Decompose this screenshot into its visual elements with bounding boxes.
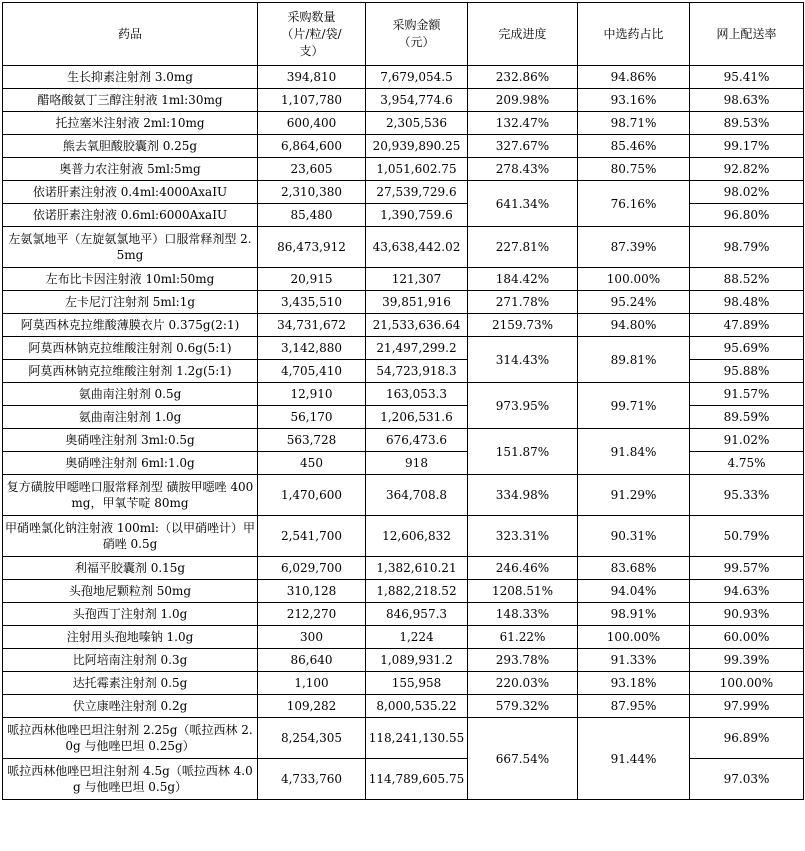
drug-name-cell: 比阿培南注射剂 0.3g [3, 649, 258, 672]
quantity-cell: 563,728 [258, 429, 366, 452]
amount-cell: 43,638,442.02 [366, 227, 468, 268]
drug-name-cell: 哌拉西林他唑巴坦注射剂 2.25g（哌拉西林 2.0g 与他唑巴坦 0.25g） [3, 718, 258, 759]
progress-cell: 323.31% [468, 516, 578, 557]
quantity-cell: 2,310,380 [258, 181, 366, 204]
selected-share-cell: 100.00% [578, 268, 690, 291]
amount-cell: 3,954,774.6 [366, 89, 468, 112]
table-row [3, 603, 804, 626]
amount-cell: 918 [366, 452, 468, 475]
table-row [3, 649, 804, 672]
progress-cell: 667.54% [468, 718, 578, 800]
table-row [3, 695, 804, 718]
delivery-rate-cell: 89.53% [690, 112, 804, 135]
progress-cell: 132.47% [468, 112, 578, 135]
delivery-rate-cell: 95.33% [690, 475, 804, 516]
procurement-table [2, 2, 804, 800]
amount-cell: 8,000,535.22 [366, 695, 468, 718]
delivery-rate-cell: 98.63% [690, 89, 804, 112]
header-amount [366, 3, 468, 66]
progress-cell: 293.78% [468, 649, 578, 672]
amount-cell: 118,241,130.55 [366, 718, 468, 759]
quantity-cell: 6,029,700 [258, 557, 366, 580]
delivery-rate-cell: 95.88% [690, 360, 804, 383]
table-row [3, 112, 804, 135]
delivery-rate-cell: 97.99% [690, 695, 804, 718]
selected-share-cell: 80.75% [578, 158, 690, 181]
progress-cell: 334.98% [468, 475, 578, 516]
amount-cell: 21,533,636.64 [366, 314, 468, 337]
drug-name-cell: 奥普力农注射液 5ml:5mg [3, 158, 258, 181]
progress-cell: 246.46% [468, 557, 578, 580]
drug-name-cell: 达托霉素注射剂 0.5g [3, 672, 258, 695]
quantity-cell: 310,128 [258, 580, 366, 603]
quantity-cell: 34,731,672 [258, 314, 366, 337]
delivery-rate-cell: 94.63% [690, 580, 804, 603]
amount-cell: 2,305,536 [366, 112, 468, 135]
quantity-cell: 450 [258, 452, 366, 475]
amount-cell: 676,473.6 [366, 429, 468, 452]
progress-cell: 314.43% [468, 337, 578, 383]
delivery-rate-cell: 98.48% [690, 291, 804, 314]
selected-share-cell: 95.24% [578, 291, 690, 314]
amount-cell: 364,708.8 [366, 475, 468, 516]
quantity-cell: 109,282 [258, 695, 366, 718]
quantity-cell: 4,733,760 [258, 759, 366, 800]
amount-cell: 1,382,610.21 [366, 557, 468, 580]
drug-name-cell: 注射用头孢地嗪钠 1.0g [3, 626, 258, 649]
table-row [3, 66, 804, 89]
selected-share-cell: 90.31% [578, 516, 690, 557]
quantity-cell: 2,541,700 [258, 516, 366, 557]
progress-cell: 327.67% [468, 135, 578, 158]
selected-share-cell: 89.81% [578, 337, 690, 383]
header-drug: 药品 [3, 3, 258, 66]
quantity-cell: 23,605 [258, 158, 366, 181]
selected-share-cell: 98.91% [578, 603, 690, 626]
header-amount-line1: 采购金额 [392, 18, 441, 32]
table-row [3, 672, 804, 695]
table-row [3, 429, 804, 452]
drug-name-cell: 左氨氯地平（左旋氨氯地平）口服常释剂型 2.5mg [3, 227, 258, 268]
quantity-cell: 1,100 [258, 672, 366, 695]
drug-name-cell: 依诺肝素注射液 0.4ml:4000AxaIU [3, 181, 258, 204]
drug-name-cell: 头孢西丁注射剂 1.0g [3, 603, 258, 626]
table-row [3, 475, 804, 516]
delivery-rate-cell: 50.79% [690, 516, 804, 557]
drug-name-cell: 氨曲南注射剂 0.5g [3, 383, 258, 406]
delivery-rate-cell: 92.82% [690, 158, 804, 181]
table-row [3, 626, 804, 649]
quantity-cell: 8,254,305 [258, 718, 366, 759]
quantity-cell: 1,470,600 [258, 475, 366, 516]
quantity-cell: 300 [258, 626, 366, 649]
quantity-cell: 3,142,880 [258, 337, 366, 360]
drug-name-cell: 醋咯酸氨丁三醇注射液 1ml:30mg [3, 89, 258, 112]
drug-name-cell: 复方磺胺甲噁唑口服常释剂型 磺胺甲噁唑 400mg，甲氧苄啶 80mg [3, 475, 258, 516]
delivery-rate-cell: 98.79% [690, 227, 804, 268]
quantity-cell: 3,435,510 [258, 291, 366, 314]
header-selected-share: 中选药占比 [578, 3, 690, 66]
delivery-rate-cell: 99.17% [690, 135, 804, 158]
header-delivery-rate: 网上配送率 [690, 3, 804, 66]
delivery-rate-cell: 98.02% [690, 181, 804, 204]
selected-share-cell: 98.71% [578, 112, 690, 135]
amount-cell: 163,053.3 [366, 383, 468, 406]
selected-share-cell: 91.29% [578, 475, 690, 516]
delivery-rate-cell: 89.59% [690, 406, 804, 429]
quantity-cell: 12,910 [258, 383, 366, 406]
delivery-rate-cell: 91.57% [690, 383, 804, 406]
drug-name-cell: 奥硝唑注射剂 3ml:0.5g [3, 429, 258, 452]
header-quantity-line1: 采购数量 [287, 9, 336, 24]
drug-name-cell: 伏立康唑注射剂 0.2g [3, 695, 258, 718]
progress-cell: 579.32% [468, 695, 578, 718]
quantity-cell: 20,915 [258, 268, 366, 291]
quantity-cell: 394,810 [258, 66, 366, 89]
amount-cell: 27,539,729.6 [366, 181, 468, 204]
progress-cell: 184.42% [468, 268, 578, 291]
amount-cell: 1,206,531.6 [366, 406, 468, 429]
header-quantity-line3: 支） [299, 43, 324, 58]
drug-name-cell: 左布比卡因注射液 10ml:50mg [3, 268, 258, 291]
delivery-rate-cell: 99.57% [690, 557, 804, 580]
selected-share-cell: 100.00% [578, 626, 690, 649]
drug-name-cell: 氨曲南注射剂 1.0g [3, 406, 258, 429]
header-amount-line2: （元） [398, 35, 435, 49]
progress-cell: 641.34% [468, 181, 578, 227]
delivery-rate-cell: 47.89% [690, 314, 804, 337]
drug-name-cell: 阿莫西林钠克拉维酸注射剂 1.2g(5:1) [3, 360, 258, 383]
delivery-rate-cell: 96.89% [690, 718, 804, 759]
drug-name-cell: 阿莫西林克拉维酸薄膜衣片 0.375g(2:1) [3, 314, 258, 337]
drug-name-cell: 甲硝唑氯化钠注射液 100ml:（以甲硝唑计）甲硝唑 0.5g [3, 516, 258, 557]
table-row [3, 314, 804, 337]
drug-name-cell: 头孢地尼颗粒剂 50mg [3, 580, 258, 603]
selected-share-cell: 91.33% [578, 649, 690, 672]
amount-cell: 114,789,605.75 [366, 759, 468, 800]
selected-share-cell: 76.16% [578, 181, 690, 227]
header-quantity-line2: （片/粒/袋/ [281, 26, 342, 41]
quantity-cell: 1,107,780 [258, 89, 366, 112]
table-row [3, 580, 804, 603]
table-row [3, 557, 804, 580]
selected-share-cell: 91.44% [578, 718, 690, 800]
table-row [3, 181, 804, 204]
selected-share-cell: 87.95% [578, 695, 690, 718]
table-row [3, 718, 804, 759]
delivery-rate-cell: 88.52% [690, 268, 804, 291]
table-row [3, 516, 804, 557]
progress-cell: 278.43% [468, 158, 578, 181]
table-row [3, 291, 804, 314]
header-quantity [258, 3, 366, 66]
delivery-rate-cell: 90.93% [690, 603, 804, 626]
selected-share-cell: 87.39% [578, 227, 690, 268]
amount-cell: 20,939,890.25 [366, 135, 468, 158]
drug-name-cell: 利福平胶囊剂 0.15g [3, 557, 258, 580]
drug-name-cell: 左卡尼汀注射剂 5ml:1g [3, 291, 258, 314]
selected-share-cell: 99.71% [578, 383, 690, 429]
drug-name-cell: 阿莫西林钠克拉维酸注射剂 0.6g(5:1) [3, 337, 258, 360]
progress-cell: 2159.73% [468, 314, 578, 337]
progress-cell: 220.03% [468, 672, 578, 695]
amount-cell: 155,958 [366, 672, 468, 695]
drug-name-cell: 生长抑素注射剂 3.0mg [3, 66, 258, 89]
selected-share-cell: 83.68% [578, 557, 690, 580]
selected-share-cell: 93.16% [578, 89, 690, 112]
selected-share-cell: 85.46% [578, 135, 690, 158]
progress-cell: 232.86% [468, 66, 578, 89]
quantity-cell: 86,640 [258, 649, 366, 672]
selected-share-cell: 91.84% [578, 429, 690, 475]
table-row [3, 89, 804, 112]
amount-cell: 1,882,218.52 [366, 580, 468, 603]
progress-cell: 227.81% [468, 227, 578, 268]
drug-name-cell: 依诺肝素注射液 0.6ml:6000AxaIU [3, 204, 258, 227]
amount-cell: 12,606,832 [366, 516, 468, 557]
amount-cell: 1,390,759.6 [366, 204, 468, 227]
drug-name-cell: 托拉塞米注射液 2ml:10mg [3, 112, 258, 135]
amount-cell: 7,679,054.5 [366, 66, 468, 89]
table-row [3, 268, 804, 291]
progress-cell: 271.78% [468, 291, 578, 314]
delivery-rate-cell: 99.39% [690, 649, 804, 672]
selected-share-cell: 94.80% [578, 314, 690, 337]
table-row [3, 337, 804, 360]
amount-cell: 54,723,918.3 [366, 360, 468, 383]
amount-cell: 1,051,602.75 [366, 158, 468, 181]
drug-name-cell: 熊去氧胆酸胶囊剂 0.25g [3, 135, 258, 158]
progress-cell: 61.22% [468, 626, 578, 649]
drug-name-cell: 奥硝唑注射剂 6ml:1.0g [3, 452, 258, 475]
quantity-cell: 600,400 [258, 112, 366, 135]
table-row [3, 383, 804, 406]
progress-cell: 151.87% [468, 429, 578, 475]
quantity-cell: 212,270 [258, 603, 366, 626]
header-progress: 完成进度 [468, 3, 578, 66]
amount-cell: 39,851,916 [366, 291, 468, 314]
table-row [3, 227, 804, 268]
amount-cell: 846,957.3 [366, 603, 468, 626]
delivery-rate-cell: 97.03% [690, 759, 804, 800]
delivery-rate-cell: 100.00% [690, 672, 804, 695]
amount-cell: 121,307 [366, 268, 468, 291]
delivery-rate-cell: 96.80% [690, 204, 804, 227]
selected-share-cell: 93.18% [578, 672, 690, 695]
table-body [3, 66, 804, 800]
delivery-rate-cell: 91.02% [690, 429, 804, 452]
delivery-rate-cell: 95.69% [690, 337, 804, 360]
progress-cell: 148.33% [468, 603, 578, 626]
progress-cell: 209.98% [468, 89, 578, 112]
quantity-cell: 86,473,912 [258, 227, 366, 268]
amount-cell: 1,089,931.2 [366, 649, 468, 672]
delivery-rate-cell: 95.41% [690, 66, 804, 89]
quantity-cell: 85,480 [258, 204, 366, 227]
amount-cell: 21,497,299.2 [366, 337, 468, 360]
selected-share-cell: 94.86% [578, 66, 690, 89]
header-row [3, 3, 804, 66]
table-row [3, 158, 804, 181]
drug-name-cell: 哌拉西林他唑巴坦注射剂 4.5g（哌拉西林 4.0g 与他唑巴坦 0.5g） [3, 759, 258, 800]
amount-cell: 1,224 [366, 626, 468, 649]
progress-cell: 973.95% [468, 383, 578, 429]
progress-cell: 1208.51% [468, 580, 578, 603]
quantity-cell: 56,170 [258, 406, 366, 429]
delivery-rate-cell: 60.00% [690, 626, 804, 649]
table-row [3, 135, 804, 158]
selected-share-cell: 94.04% [578, 580, 690, 603]
delivery-rate-cell: 4.75% [690, 452, 804, 475]
quantity-cell: 4,705,410 [258, 360, 366, 383]
quantity-cell: 6,864,600 [258, 135, 366, 158]
